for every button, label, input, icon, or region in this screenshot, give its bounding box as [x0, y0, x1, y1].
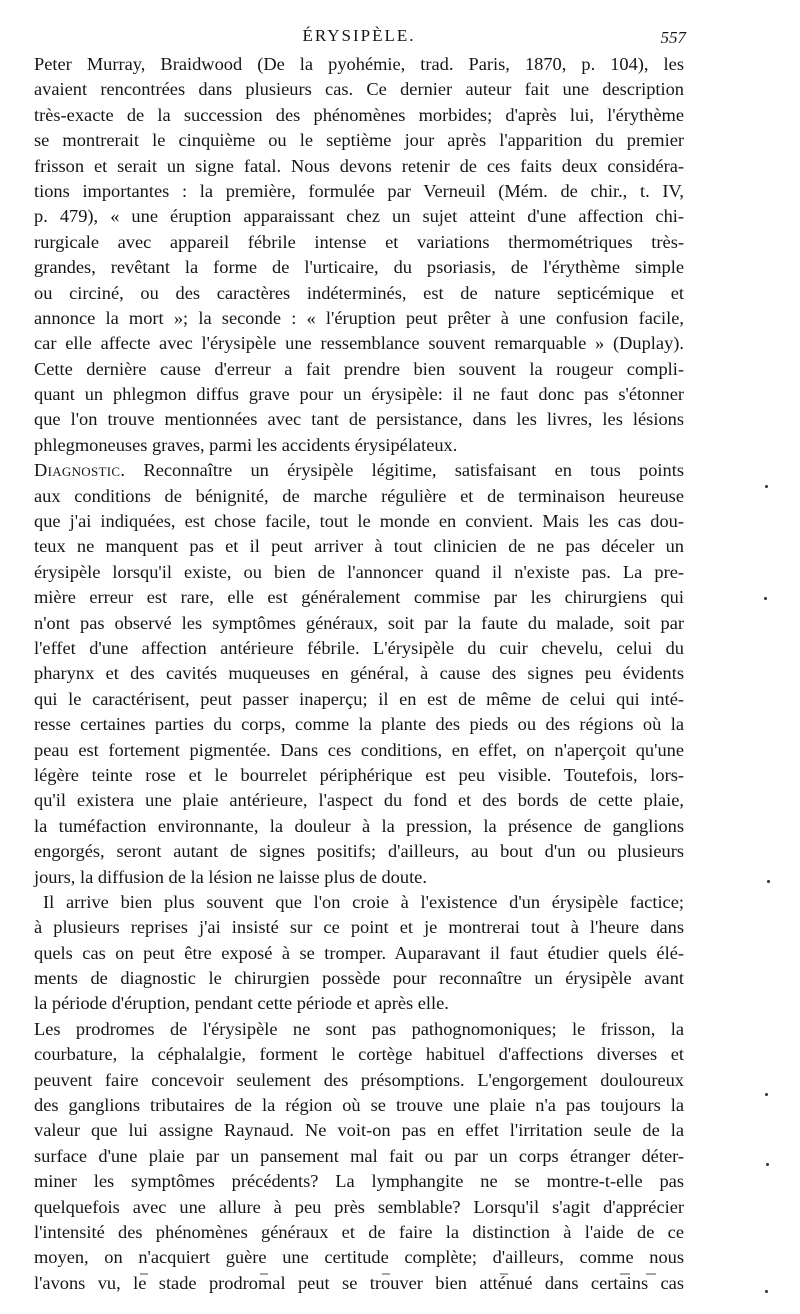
- footer-scan-marks: [120, 1268, 690, 1280]
- text-line: avaient rencontrées dans plusieurs cas. Ce dernier auteur fait une description: [34, 79, 684, 100]
- margin-speck: [766, 1163, 769, 1166]
- text-line: Les prodromes de l'érysipèle ne sont pas pathognomoniques; le frisson, la: [34, 1018, 684, 1039]
- text-line: courbature, la céphalalgie, forment le cortège habituel d'affections diverses et: [34, 1044, 684, 1065]
- text-line: à plusieurs reprises j'ai insisté sur ce point et je montrerai tout à l'heure dans: [34, 917, 684, 938]
- text-line: miner les symptômes précédents? La lymphangite ne se montre-t-elle pas: [34, 1171, 684, 1192]
- text-line: resse certaines parties du corps, comme la plante des pieds ou des régions où la: [34, 714, 684, 735]
- text-line-with-heading: [34, 458, 684, 483]
- text-line: n'ont pas observé les symptômes généraux, soit par la faute du malade, soit par: [34, 612, 684, 633]
- text-line: rurgicale avec appareil fébrile intense et variations thermométriques très-: [34, 231, 684, 252]
- margin-speck: [765, 485, 768, 488]
- margin-speck: [765, 1093, 768, 1096]
- text-line: la période d'éruption, pendant cette période et après elle.: [34, 993, 449, 1014]
- text-line: ou circiné, ou des caractères indéterminés, est de nature septicémique et: [34, 282, 684, 303]
- text-line: moyen, on n'acquiert guère une certitude complète; d'ailleurs, comme nous: [34, 1247, 684, 1268]
- text-line: Peter Murray, Braidwood (De la pyohémie, trad. Paris, 1870, p. 104), les: [34, 54, 684, 74]
- text-line: l'effet d'une affection antérieure fébrile. L'érysipèle du cuir chevelu, celui du: [34, 637, 684, 658]
- text-line: car elle affecte avec l'érysipèle une ressemblance souvent remarquable » (Duplay).: [34, 333, 684, 354]
- text-line: engorgés, seront autant de signes positifs; d'ailleurs, au bout d'un ou plusieurs: [34, 841, 684, 862]
- text-line: frisson et serait un signe fatal. Nous devons retenir de ces faits deux considéra-: [34, 155, 684, 176]
- text-line: phlegmoneuses graves, parmi les accidents érysipélateux.: [34, 434, 458, 455]
- text-line: qui le caractérisent, peut passer inaperçu; il en est de même de celui qui inté-: [34, 688, 684, 709]
- text-line: pharynx et des cavités muqueuses en général, à cause des signes peu évidents: [34, 663, 684, 684]
- text-line: qu'il existera une plaie antérieure, l'aspect du fond et des bords de cette plaie,: [34, 790, 684, 811]
- text-line: légère teinte rose et le bourrelet périphérique est peu visible. Toutefois, lors-: [34, 764, 684, 785]
- text-line: l'avons vu, le stade prodromal peut se trouver bien atténué dans certains cas: [34, 1272, 684, 1293]
- text-line: des ganglions tributaires de la région où se trouve une plaie n'a pas toujours la: [34, 1095, 684, 1116]
- text-line: mière erreur est rare, elle est généralement commise par les chirurgiens qui: [34, 587, 684, 608]
- running-title: ÉRYSIPÈLE.: [302, 26, 416, 45]
- text-line-rest: Reconnaître un érysipèle légitime, satisfaisant en tous points: [143, 460, 684, 481]
- text-line: que l'on trouve mentionnées avec tant de persistance, dans les livres, les lésions: [34, 409, 684, 430]
- text-line: quels cas on peut être exposé à se tromper. Auparavant il faut étudier quels élé-: [34, 942, 684, 963]
- text-line: l'intensité des phénomènes généraux et de faire la distinction à l'aide de ce: [34, 1221, 684, 1242]
- section-heading: Diagnostic.: [34, 460, 126, 481]
- text-line: la tuméfaction environnante, la douleur à la pression, la présence de ganglions: [34, 815, 684, 836]
- text-line: Cette dernière cause d'erreur a fait prendre bien souvent la rougeur compli-: [34, 358, 684, 379]
- text-line: peuvent faire concevoir seulement des présomptions. L'engorgement douloureux: [34, 1069, 684, 1090]
- margin-speck: [764, 597, 767, 600]
- text-line: surface d'une plaie par un pansement mal fait ou par un corps étranger déter-: [34, 1145, 684, 1166]
- text-line: p. 479), « une éruption apparaissant chez un sujet atteint d'une affection chi-: [34, 206, 684, 227]
- page-header: [34, 26, 684, 50]
- text-line: tions importantes : la première, formulée par Verneuil (Mém. de chir., t. IV,: [34, 180, 684, 201]
- text-line: peau est fortement pigmentée. Dans ces conditions, en effet, on n'aperçoit qu'une: [34, 739, 684, 760]
- text-line: grandes, revêtant la forme de l'urticaire, du psoriasis, de l'érythème simple: [34, 257, 684, 278]
- text-line: quelquefois avec une allure à peu près semblable? Lorsqu'il s'agit d'apprécier: [34, 1196, 684, 1217]
- text-line: se montrerait le cinquième ou le septième jour après l'apparition du premier: [34, 130, 684, 151]
- scan-marks-graphic: [120, 1268, 690, 1280]
- text-line: aux conditions de bénignité, de marche régulière et de terminaison heureuse: [34, 485, 684, 506]
- text-line: jours, la diffusion de la lésion ne laisse plus de doute.: [34, 866, 427, 887]
- text-line: que j'ai indiquées, est chose facile, tout le monde en convient. Mais les cas dou-: [34, 511, 684, 532]
- text-line: ments de diagnostic le chirurgien possède pour reconnaître un érysipèle avant: [34, 968, 684, 989]
- text-line: valeur que lui assigne Raynaud. Ne voit-on pas en effet l'irritation seule de la: [34, 1120, 684, 1141]
- text-line: très-exacte de la succession des phénomènes morbides; d'après lui, l'érythème: [34, 104, 684, 125]
- text-line: teux ne manquent pas et il peut arriver à tout clinicien de ne pas déceler un: [34, 536, 684, 557]
- text-line: quant un phlegmon diffus grave pour un érysipèle: il ne faut donc pas s'étonner: [34, 384, 684, 405]
- text-line: érysipèle lorsqu'il existe, ou bien de l'annoncer quand il n'existe pas. La pre-: [34, 561, 684, 582]
- margin-speck: [765, 1290, 768, 1293]
- text-line: annonce la mort »; la seconde : « l'éruption peut prêter à une confusion facile,: [34, 307, 684, 328]
- text-line: Il arrive bien plus souvent que l'on croie à l'existence d'un érysipèle factice;: [43, 891, 684, 912]
- page-number: 557: [660, 28, 686, 47]
- body-text: [34, 52, 684, 1296]
- margin-speck: [767, 880, 770, 883]
